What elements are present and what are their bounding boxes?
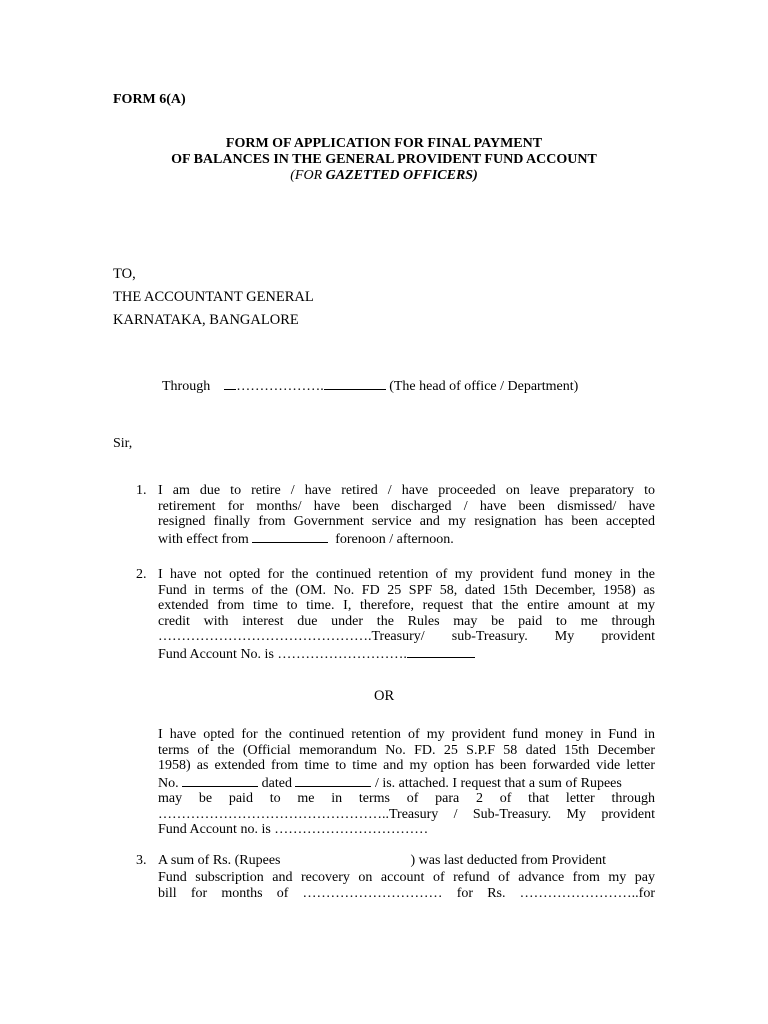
deducted-text: ) was last deducted from Provident (410, 853, 607, 868)
paragraph-line: Fund in terms of the (OM. No. FD 25 SPF 58, dated 15th December, 1958) as (158, 582, 655, 598)
paragraph-line (158, 774, 655, 792)
through-line (162, 377, 578, 395)
item-number-1: 1. (136, 483, 147, 498)
letter-no-label: No. (158, 775, 179, 791)
effect-from-label: with effect from (158, 531, 249, 547)
paragraph-line: resigned finally from Government service and my resignation has been accepted (158, 514, 655, 529)
account-no-label: Fund Account No. is ………………………. (158, 646, 407, 662)
paragraph-line: ……………………………………….Treasury/ sub-Treasury. My provident (158, 629, 655, 644)
paragraph-retirement (158, 483, 655, 547)
forenoon-afternoon: forenoon / afternoon. (335, 531, 454, 547)
salutation: Sir, (113, 436, 133, 451)
or-separator: OR (374, 688, 395, 704)
paragraph-line (158, 645, 655, 663)
subtitle-prefix: (FOR (290, 168, 326, 183)
dated-label: dated (261, 775, 292, 791)
through-label: Through (162, 379, 211, 394)
effect-date-blank (252, 530, 328, 543)
attached-text: / is. attached. I request that a sum of Rupees (374, 775, 622, 791)
through-blank-end (324, 377, 386, 390)
subtitle-bold: GAZETTED OFFICERS) (325, 168, 478, 183)
paragraph-line: Fund Account no. is …………………………… (158, 822, 429, 837)
paragraph-last-deduction (158, 853, 655, 903)
paragraph-line: extended from time to time. I, therefore, request that the entire amount at my (158, 598, 655, 613)
through-dots: ………………. (236, 379, 324, 394)
paragraph-line: may be paid to me in terms of para 2 of that letter through (158, 791, 655, 806)
through-blank-start (224, 377, 236, 390)
paragraph-line: 1958) as extended from time to time and my option has been forwarded vide letter (158, 758, 655, 773)
item-number-2: 2. (136, 567, 147, 582)
paragraph-line: I am due to retire / have retired / have proceeded on leave preparatory to (158, 483, 655, 498)
address-line2: KARNATAKA, BANGALORE (113, 312, 299, 328)
account-no-blank (407, 645, 475, 658)
sum-label: A sum of Rs. (Rupees (158, 853, 281, 868)
paragraph-line: terms of the (Official memorandum No. FD. 25 S.P.F 58 dated 15th December (158, 742, 655, 758)
letter-date-blank (295, 774, 371, 787)
form-title-line2: OF BALANCES IN THE GENERAL PROVIDENT FUND ACCOUNT (171, 152, 597, 167)
paragraph-line (158, 530, 655, 548)
through-suffix: (The head of office / Department) (389, 379, 579, 394)
paragraph-line (158, 853, 655, 870)
form-title-line1: FORM OF APPLICATION FOR FINAL PAYMENT (225, 136, 543, 151)
paragraph-line: I have opted for the continued retention of my provident fund money in Fund in (158, 727, 655, 742)
item-number-3: 3. (136, 853, 147, 868)
paragraph-opted (158, 727, 655, 838)
paragraph-line: bill for months of ………………………… for Rs. ……………………..for (158, 886, 655, 901)
address-line1: THE ACCOUNTANT GENERAL (113, 289, 314, 305)
paragraph-line: credit with interest due under the Rules may be paid to me through (158, 613, 655, 629)
address-to: TO, (113, 266, 136, 282)
letter-no-blank (182, 774, 258, 787)
form-number: FORM 6(A) (113, 92, 186, 107)
paragraph-not-opted (158, 567, 655, 662)
paragraph-line: I have not opted for the continued retention of my provident fund money in the (158, 567, 655, 582)
paragraph-line: retirement for months/ have been discharged / have been dismissed/ have (158, 498, 655, 514)
paragraph-line: Fund subscription and recovery on account of refund of advance from my pay (158, 869, 655, 885)
paragraph-line: …………………………………………..Treasury / Sub-Treasury. My provident (158, 806, 655, 822)
form-subtitle (113, 168, 655, 184)
